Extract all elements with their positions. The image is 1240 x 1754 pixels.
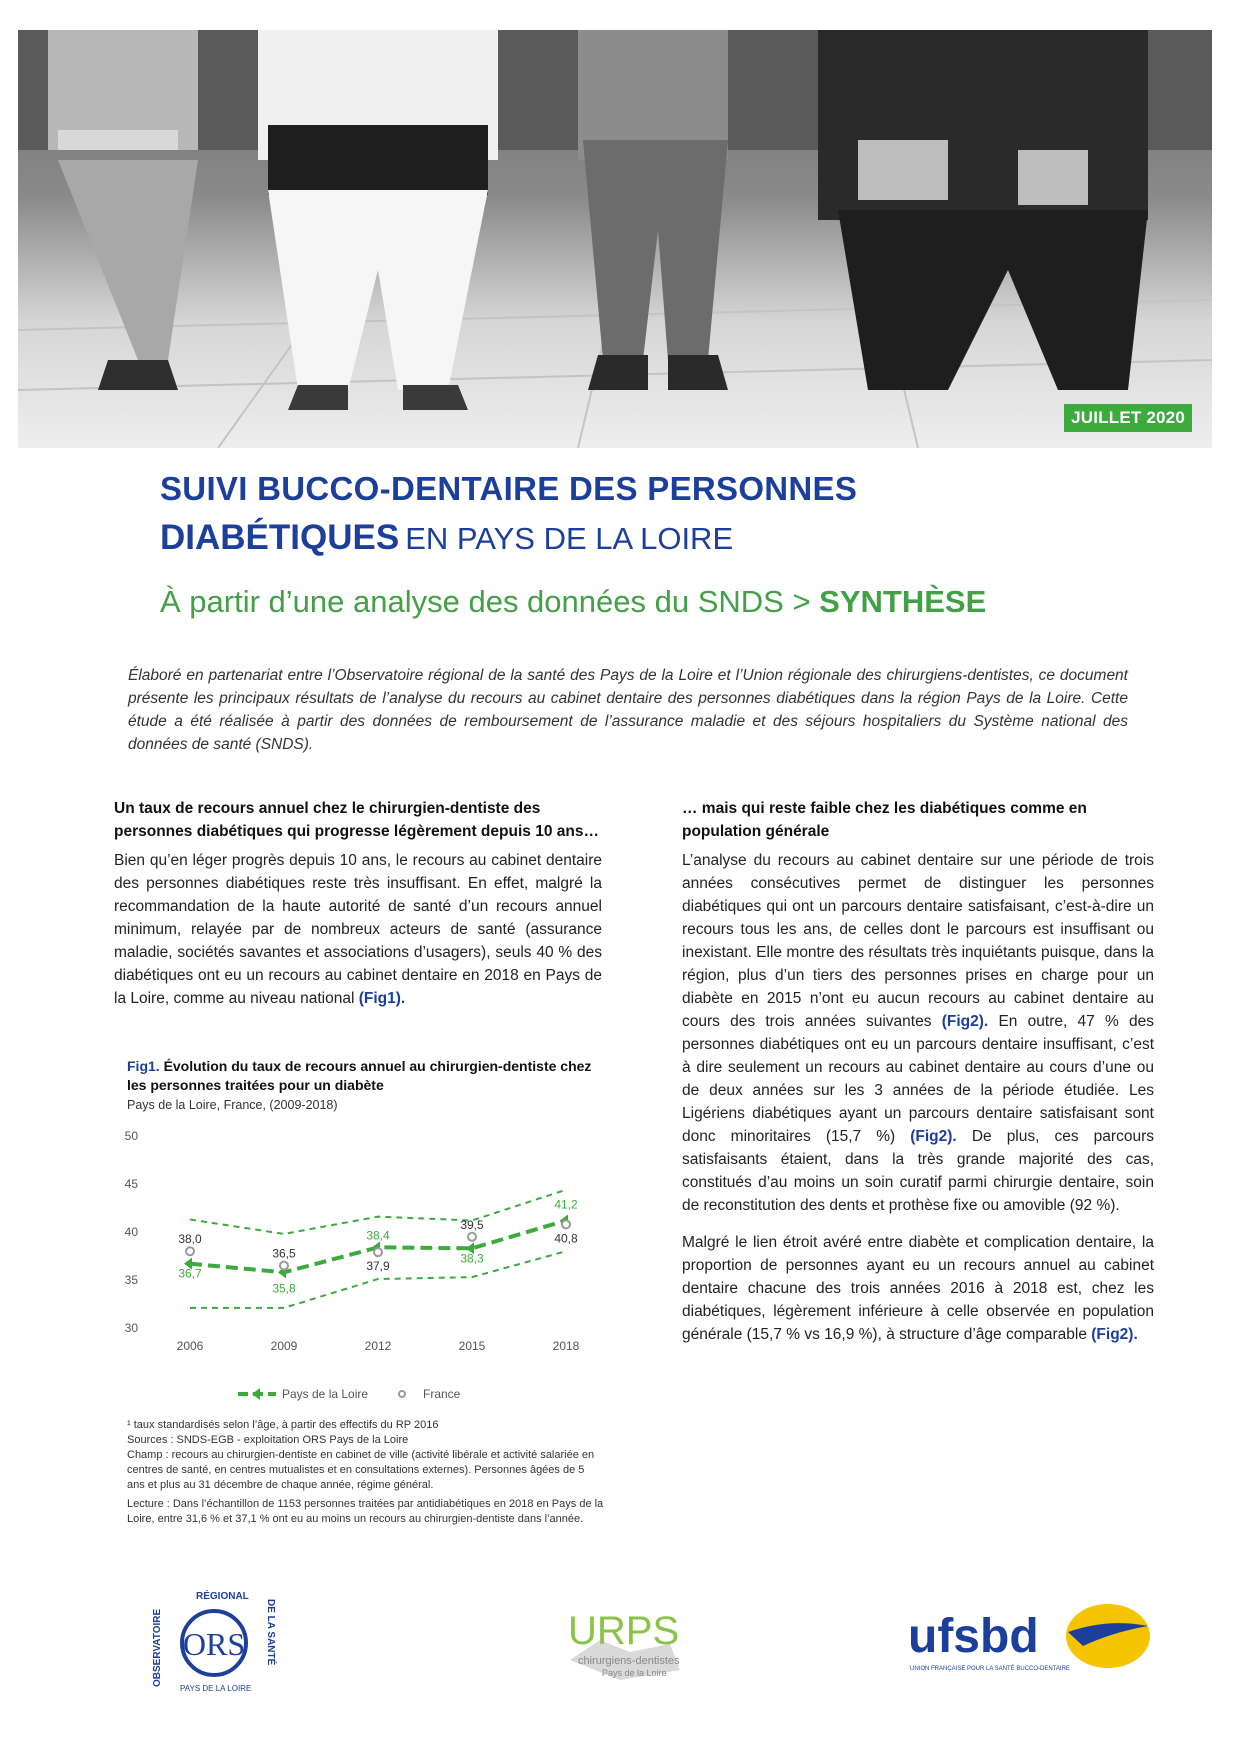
figure-note: Champ : recours au chirurgien-dentiste en cabinet de ville (activité libérale et activité salariée en centres de santé, en centres mutualistes et en consultations externes). Personnes âgées de 5 ans et plus au 31 décembre de chaque année, régime général. xyxy=(127,1449,595,1491)
fig2-reference-link[interactable]: (Fig2). xyxy=(941,1013,989,1030)
left-paragraph-text: Bien qu’en léger progrès depuis 10 ans, le recours au cabinet dentaire des personnes diabétiques reste très insuffisant. En effet, malgré la recommandation de la haute autorité de santé d’un recours annuel minimum, relayée par de nombreux acteurs de santé (assurance maladie, sociétés savantes et associations d’usagers), seuls 40 % des diabétiques ont eu un recours au cabinet dentaire en 2018 en Pays de la Loire, comme au niveau national xyxy=(114,852,602,1007)
data-label-pays-de-la-loire: 36,7 xyxy=(178,1266,202,1281)
ufsbd-logo xyxy=(908,1596,1158,1686)
y-tick-label: 35 xyxy=(124,1273,138,1287)
page-title-line2 xyxy=(160,518,733,558)
figure-lecture: Lecture : Dans l’échantillon de 1153 personnes traitées par antidiabétiques en 2018 en Pays de la Loire, entre 31,6 % et 37,1 % ont eu au moins un recours au chirurgien-dentiste dans l’année. xyxy=(127,1498,604,1525)
page-subtitle xyxy=(160,584,986,620)
page-title-line1: SUIVI BUCCO-DENTAIRE DES PERSONNES xyxy=(160,470,858,507)
right-paragraph-2 xyxy=(682,1231,1154,1346)
legend-marker-france xyxy=(399,1391,405,1397)
left-paragraph xyxy=(114,849,602,1010)
fig1-reference-link[interactable]: (Fig1). xyxy=(358,990,406,1007)
urps-logo-sub1: chirurgiens-dentistes xyxy=(578,1655,680,1667)
right-p1-text-a: L’analyse du recours au cabinet dentaire sur une période de trois années consécutives permet de distinguer les personnes diabétiques qui ont un parcours dentaire satisfaisant, c’est-à-dire un recours tous les ans, de celles dont le parcours est insuffisant ou inexistant. Elle montre des résultats très inquiétants puisque, dans la région, plus d’un tiers des personnes prises en charge pour un diabète en 2015 n’ont eu aucun recours au cabinet dentaire au cours des trois années suivantes xyxy=(682,852,1154,1030)
ors-logo-mark: ORS xyxy=(182,1626,246,1662)
ors-logo-bottom-text: PAYS DE LA LOIRE xyxy=(180,1684,252,1693)
x-tick-label: 2012 xyxy=(364,1339,392,1353)
fig2-reference-link[interactable]: (Fig2). xyxy=(1091,1326,1138,1343)
subtitle-bold: SYNTHÈSE xyxy=(819,584,987,619)
waiting-room-illustration xyxy=(18,30,1212,448)
ors-logo-right-text: DE LA SANTÉ xyxy=(265,1599,276,1666)
x-tick-label: 2015 xyxy=(458,1339,486,1353)
y-tick-label: 40 xyxy=(124,1225,138,1239)
left-column xyxy=(114,797,602,1024)
point-france xyxy=(374,1248,382,1256)
data-label-france: 40,8 xyxy=(554,1231,578,1246)
ci-upper-line xyxy=(190,1190,566,1234)
y-tick-label: 30 xyxy=(124,1321,138,1335)
figure-number: Fig1. xyxy=(127,1058,160,1074)
urps-logo-sub2: Pays de la Loire xyxy=(602,1668,667,1678)
legend-label-france: France xyxy=(423,1387,461,1401)
ors-logo-left-text: OBSERVATOIRE xyxy=(152,1608,163,1687)
data-label-pays-de-la-loire: 38,4 xyxy=(366,1228,390,1243)
title-bold-part: DIABÉTIQUES xyxy=(160,518,400,557)
x-tick-label: 2009 xyxy=(270,1339,298,1353)
data-label-france: 36,5 xyxy=(272,1246,296,1261)
intro-paragraph: Élaboré en partenariat entre l’Observatoire régional de la santé des Pays de la Loire et l’Union régionale des chirurgiens-dentistes, ce document présente les principaux résultats de l’analyse du recours au cabinet dentaire des personnes diabétiques dans la région Pays de la Loire. Cette étude a été réalisée à partir des données de remboursement de l’assurance maladie et des séjours hospitaliers du Système national des données de santé (SNDS). xyxy=(128,667,1128,753)
right-column xyxy=(682,797,1154,1360)
figure-note: Sources : SNDS-EGB - exploitation ORS Pays de la Loire xyxy=(127,1434,409,1446)
data-label-pays-de-la-loire: 35,8 xyxy=(272,1281,296,1296)
title-regular-part: EN PAYS DE LA LOIRE xyxy=(405,521,734,556)
legend-marker-pays-de-la-loire xyxy=(252,1388,260,1400)
data-label-pays-de-la-loire: 41,2 xyxy=(554,1197,578,1212)
ufsbd-logo-text: ufsbd xyxy=(908,1610,1039,1663)
data-label-france: 39,5 xyxy=(460,1217,484,1232)
urps-logo xyxy=(560,1600,690,1690)
right-p2-text: Malgré le lien étroit avéré entre diabète et complication dentaire, la proportion de personnes ayant eu un recours annuel au cabinet dentaire chacune des trois années 2016 à 2018 est, chez les diabétiques, légèrement inférieure à celle observée en population générale (15,7 % vs 16,9 %), à structure d’âge comparable xyxy=(682,1234,1154,1343)
legend-label-pays-de-la-loire: Pays de la Loire xyxy=(282,1387,369,1401)
subtitle-regular: À partir d’une analyse des données du SNDS > xyxy=(160,584,811,619)
ors-logo xyxy=(150,1585,280,1695)
figure-notes xyxy=(127,1418,605,1527)
ufsbd-tagline: UNION FRANÇAISE POUR LA SANTÉ BUCCO-DENTAIRE xyxy=(910,1666,1070,1672)
figure-title-text: Évolution du taux de recours annuel au chirurgien-dentiste chez les personnes traitées pour un diabète xyxy=(127,1058,592,1093)
date-badge: JUILLET 2020 xyxy=(1064,404,1192,432)
figure-title xyxy=(127,1057,605,1095)
ors-logo-top-text: RÉGIONAL xyxy=(196,1591,249,1602)
figure-note: ¹ taux standardisés selon l’âge, à partir des effectifs du RP 2016 xyxy=(127,1419,439,1431)
right-p1-text-b: En outre, 47 % des personnes diabétiques ont eu un parcours dentaire insuffisant, c’est à dire seulement un recours au cabinet dentaire au cours d’une ou de deux années sur les 3 années de la période étudiée. Les Ligériens diabétiques ayant un parcours dentaire satisfaisant sont donc minoritaires (15,7 %) xyxy=(682,1013,1155,1145)
line-chart xyxy=(118,1116,608,1416)
fig2-reference-link[interactable]: (Fig2). xyxy=(910,1128,957,1145)
figure-subtitle: Pays de la Loire, France, (2009-2018) xyxy=(127,1098,338,1112)
x-tick-label: 2018 xyxy=(552,1339,580,1353)
data-label-france: 38,0 xyxy=(178,1232,202,1247)
point-france xyxy=(280,1262,288,1270)
hero-photo xyxy=(18,30,1212,448)
y-tick-label: 50 xyxy=(124,1129,138,1143)
x-tick-label: 2006 xyxy=(176,1339,204,1353)
point-france xyxy=(562,1220,570,1228)
data-label-pays-de-la-loire: 38,3 xyxy=(460,1251,484,1266)
right-p1-text-c: De plus, ces parcours satisfaisants étaient, dans la très grande majorité des cas, constitués d’au moins un soin curatif parmi chirurgie dentaire, soin de reconstitution des dents et prothèse fixe ou amovible (92 %). xyxy=(682,1128,1154,1214)
data-label-france: 37,9 xyxy=(366,1259,390,1274)
left-heading: Un taux de recours annuel chez le chirurgien-dentiste des personnes diabétiques qui progresse légèrement depuis 10 ans… xyxy=(114,800,599,840)
right-paragraph-1 xyxy=(682,849,1154,1217)
y-tick-label: 45 xyxy=(124,1177,138,1191)
point-france xyxy=(468,1233,476,1241)
point-france xyxy=(186,1247,194,1255)
right-heading: … mais qui reste faible chez les diabétiques comme en population générale xyxy=(682,800,1087,840)
urps-logo-text: URPS xyxy=(568,1609,680,1653)
